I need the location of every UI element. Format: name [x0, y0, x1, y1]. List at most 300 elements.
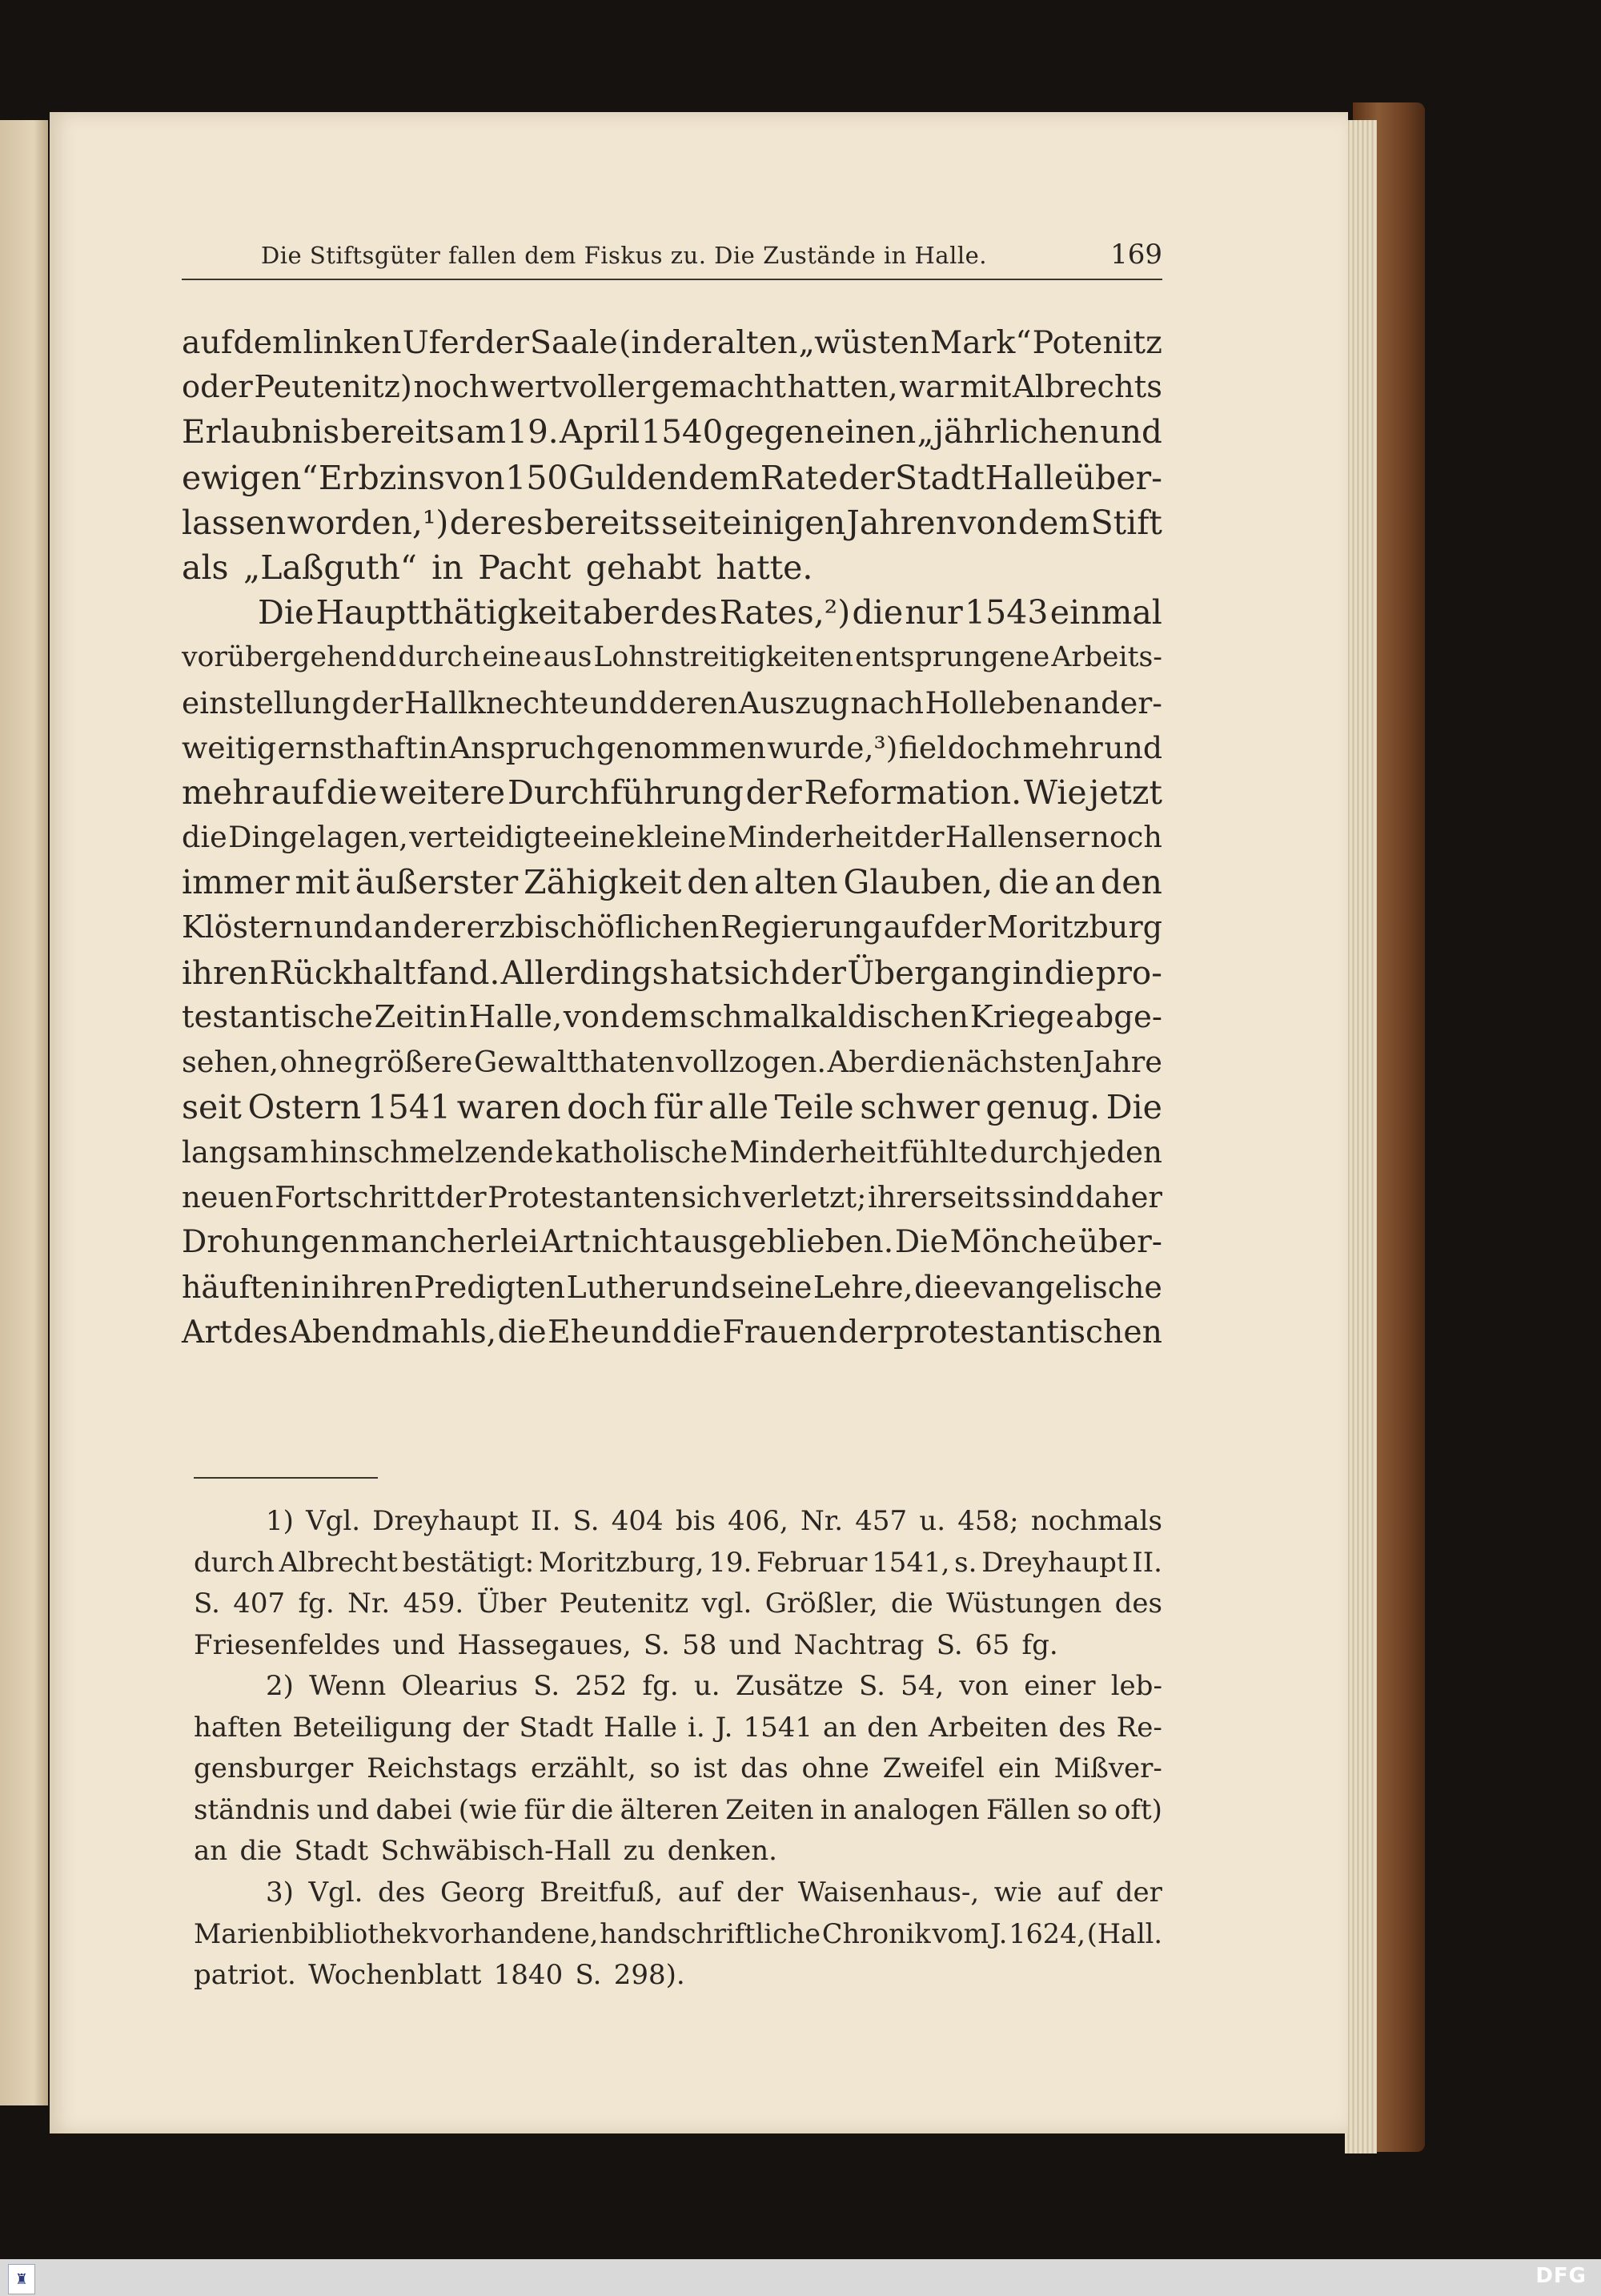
word: den [687, 863, 749, 902]
word: S. [936, 1628, 963, 1661]
word: ihren [331, 1269, 413, 1305]
word: Halle [985, 458, 1074, 497]
text-line [182, 1040, 1162, 1085]
word: mancherlei [360, 1223, 539, 1260]
footnote-line [194, 1543, 1162, 1584]
word: leb- [1110, 1670, 1162, 1702]
word: fiel [898, 729, 947, 765]
word: die [900, 1045, 946, 1079]
footnote-line [194, 1625, 1162, 1667]
word: Re- [1116, 1711, 1162, 1744]
word: 406, [728, 1505, 788, 1537]
word: Fällen [985, 1793, 1071, 1826]
word: Jahre [1082, 1045, 1162, 1079]
word: Die [1105, 1088, 1162, 1127]
word: die [497, 1314, 547, 1351]
word: die [852, 593, 904, 632]
word: alle [708, 1088, 769, 1127]
word: 459. [403, 1588, 464, 1620]
word: des [233, 1314, 289, 1351]
word: Frauen [722, 1314, 837, 1351]
word: Arbeits- [1051, 641, 1162, 674]
word: Dinge [228, 820, 316, 855]
word: 19. [507, 413, 559, 452]
word: S. [575, 1958, 602, 1991]
word: noch [413, 369, 489, 406]
word: gensburger [194, 1752, 354, 1784]
word: Allerdings [500, 953, 669, 992]
word: Gulden [568, 458, 688, 497]
word: dem [620, 998, 688, 1035]
footnote-line [194, 1584, 1162, 1625]
word: Erlaubnis [182, 413, 340, 452]
word: 54, [901, 1670, 945, 1702]
word: Hauptthätigkeit [315, 593, 581, 632]
word: entsprungene [855, 641, 1050, 674]
running-head [182, 234, 1162, 280]
word: die [914, 1269, 961, 1305]
word: 65 [974, 1628, 1010, 1661]
word: 458; [957, 1505, 1019, 1537]
word: Protestanten [488, 1179, 680, 1214]
word: doch [567, 1088, 648, 1127]
word: kleine [636, 820, 727, 855]
word: Mönche [949, 1223, 1077, 1260]
word: genommen [596, 729, 766, 765]
word: die [890, 1588, 933, 1620]
word: haften [194, 1711, 283, 1744]
word: (Hall. [1086, 1918, 1162, 1949]
word: den [1101, 863, 1162, 902]
word: Die [894, 1223, 949, 1260]
word: und [316, 1793, 370, 1826]
word: ihrerseits [868, 1179, 1011, 1214]
word: gegen [724, 413, 825, 452]
word: Nr. [347, 1588, 391, 1620]
word: hatte. [716, 548, 813, 587]
word: Rates,²) [719, 593, 851, 632]
word: Luther [566, 1269, 671, 1305]
word: Ufer [402, 324, 475, 361]
footnote-line [194, 1790, 1162, 1832]
word: so [1077, 1793, 1108, 1826]
footnote-line [194, 1748, 1162, 1790]
word: genug. [985, 1088, 1100, 1127]
word: mehr [182, 773, 270, 812]
dfg-logo: DFG [1535, 2264, 1587, 2288]
word: dem [1017, 503, 1090, 542]
word: S. [194, 1588, 220, 1620]
word: 1543 [965, 593, 1049, 632]
word: weitig [182, 729, 277, 765]
word: ständnis [194, 1793, 311, 1826]
word: Chronik [821, 1918, 931, 1949]
word: Mißver- [1053, 1752, 1162, 1784]
word: analogen [853, 1793, 980, 1826]
word: Minderheit [729, 1134, 898, 1170]
footnote-rule [194, 1477, 378, 1479]
word: Mark“ [929, 324, 1032, 361]
text-line [182, 590, 1162, 635]
word: des [1114, 1588, 1162, 1620]
word: Aber [827, 1045, 899, 1079]
word: 1541 [367, 1088, 451, 1127]
word: war [899, 369, 959, 406]
word: der [838, 458, 895, 497]
word: Zeiten [725, 1793, 814, 1826]
word: Reichstags [367, 1752, 518, 1784]
word: Stadt [519, 1711, 594, 1744]
word: 298). [613, 1958, 685, 1991]
word: wertvoller [490, 369, 651, 406]
word: „Laßguth“ [243, 548, 417, 587]
word: der [745, 773, 802, 812]
word: und [728, 1628, 782, 1661]
word: Peutenitz) [254, 369, 412, 406]
word: protestantischen [893, 1314, 1162, 1351]
word: linken [303, 324, 402, 361]
word: Stadt [895, 458, 985, 497]
word: bis [675, 1505, 716, 1537]
word: gemacht [651, 369, 786, 406]
word: Albrecht [279, 1546, 398, 1579]
word: des [660, 593, 718, 632]
word: Rückhalt [269, 953, 416, 992]
word: alten [754, 863, 838, 902]
word: in [431, 548, 463, 587]
word: verteidigte [409, 820, 572, 855]
word: wie [993, 1876, 1042, 1909]
word: i. [687, 1711, 705, 1744]
word: Abendmahls, [289, 1314, 497, 1351]
word: Albrechts [1012, 369, 1162, 406]
word: evangelische [962, 1269, 1162, 1305]
word: Moritzburg [986, 909, 1162, 945]
word: in [301, 1269, 331, 1305]
word: testantische [182, 998, 373, 1035]
word: Regierung [720, 909, 882, 945]
word: den [867, 1711, 919, 1744]
word: sind [1012, 1179, 1074, 1214]
text-line [182, 635, 1162, 680]
word: Dreyhaupt [372, 1505, 519, 1537]
word: Wenn [309, 1670, 387, 1702]
word: daher [1075, 1179, 1162, 1214]
footnote-line [194, 1955, 1162, 1997]
word: hatten, [787, 369, 898, 406]
word: jetzt [1089, 773, 1162, 812]
text-line [182, 770, 1162, 815]
word: Schwäbisch-Hall [380, 1835, 612, 1867]
word: sich [724, 953, 790, 992]
word: aber [583, 593, 659, 632]
text-line [182, 365, 1162, 410]
word: ernsthaft [277, 729, 418, 765]
word: ewigen“ [182, 458, 319, 497]
word: Pacht [478, 548, 572, 587]
word: die [997, 863, 1049, 902]
word: u. [919, 1505, 946, 1537]
word: 407 [233, 1588, 286, 1620]
word: und [392, 1628, 446, 1661]
word: Potenitz [1032, 324, 1162, 361]
word: die [182, 820, 227, 855]
word: für [524, 1793, 565, 1826]
word: von [959, 1670, 1009, 1702]
book-page [50, 112, 1348, 2133]
word: Jahren [846, 503, 957, 542]
word: Predigten [414, 1269, 566, 1305]
word: sich [681, 1179, 742, 1214]
word: Zähigkeit [524, 863, 682, 902]
word: oft) [1113, 1793, 1162, 1826]
word: seit [661, 503, 721, 542]
word: größere [354, 1045, 473, 1079]
word: handschriftliche [600, 1918, 821, 1949]
word: der [933, 909, 986, 945]
word: einigen [722, 503, 846, 542]
word: waren [456, 1088, 561, 1127]
word: 19. [708, 1546, 752, 1579]
word: ohne [801, 1752, 869, 1784]
word: schwer [860, 1088, 980, 1127]
word: 1840 [493, 1958, 564, 1991]
word: Beteiligung [292, 1711, 452, 1744]
word: nur [905, 593, 963, 632]
text-line [182, 1265, 1162, 1310]
word: und [1100, 413, 1162, 452]
text-line [182, 500, 1162, 545]
word: an [374, 909, 412, 945]
word: Auszug [738, 684, 849, 721]
word: einer [1024, 1670, 1096, 1702]
word: mit [295, 863, 350, 902]
word: die [326, 773, 378, 812]
word: J. [715, 1711, 733, 1744]
word: S. [643, 1628, 670, 1661]
word: Gewaltthaten [473, 1045, 675, 1079]
word: Moritzburg, [538, 1546, 704, 1579]
body-text [182, 320, 1162, 1355]
word: II. [1132, 1546, 1162, 1579]
library-logo-icon: ♜ [8, 2264, 35, 2294]
word: Olearius [401, 1670, 519, 1702]
word: neuen [182, 1179, 274, 1214]
word: pro- [1095, 953, 1162, 992]
word: Hassegaues, [457, 1628, 632, 1661]
word: der [449, 503, 506, 542]
word: in [820, 1793, 847, 1826]
word: Saale [530, 324, 618, 361]
word: vorhandene, [429, 1918, 599, 1949]
word: einstellung [182, 684, 351, 721]
word: alten [716, 324, 798, 361]
word: katholische [555, 1134, 728, 1170]
word: worden,¹) [287, 503, 449, 542]
word: dem [233, 324, 303, 361]
word: 1541 [743, 1711, 813, 1744]
word: sehen, [182, 1045, 279, 1079]
word: Lehre, [813, 1269, 913, 1305]
word: vom [932, 1918, 989, 1949]
left-page-edge [0, 120, 48, 2105]
word: äußerster [355, 863, 519, 902]
word: fg. [642, 1670, 679, 1702]
word: weitere [379, 773, 506, 812]
word: 1) [266, 1505, 294, 1537]
word: nicht [591, 1223, 672, 1260]
running-title: Die Stiftsgüter fallen dem Fiskus zu. Die Zustände in Halle. [260, 242, 988, 269]
word: Rate [760, 458, 838, 497]
word: Holleben [925, 684, 1063, 721]
word: erzbischöflichen [466, 909, 720, 945]
footnote-line [194, 1873, 1162, 1914]
word: der [351, 684, 403, 721]
word: J. [989, 1918, 1008, 1949]
word: in [1012, 953, 1044, 992]
word: S. [533, 1670, 560, 1702]
text-line [182, 545, 1162, 590]
word: die [1044, 953, 1095, 992]
word: ein [997, 1752, 1041, 1784]
word: fg. [1021, 1628, 1058, 1661]
page-number: 169 [1110, 239, 1162, 271]
word: die [239, 1835, 283, 1867]
word: erzählt, [531, 1752, 636, 1784]
word: auf [883, 909, 933, 945]
word: abge- [1075, 998, 1162, 1035]
word: der [790, 953, 846, 992]
word: bereits [340, 413, 455, 452]
word: doch [947, 729, 1021, 765]
word: hat [669, 953, 723, 992]
word: Dreyhaupt [981, 1546, 1128, 1579]
word: Vgl. [306, 1505, 361, 1537]
word: Peutenitz [559, 1588, 689, 1620]
word: und [1104, 729, 1162, 765]
word: auf [271, 773, 324, 812]
word: zu [623, 1835, 656, 1867]
word: u. [693, 1670, 720, 1702]
text-line [182, 1175, 1162, 1220]
word: Vgl. [308, 1876, 363, 1909]
word: Übergang [847, 953, 1012, 992]
footnote-line [194, 1666, 1162, 1708]
word: „wüsten [798, 324, 929, 361]
text-line [182, 1085, 1162, 1130]
word: über- [1073, 458, 1162, 497]
word: des [1058, 1711, 1106, 1744]
word: Reformation. [804, 773, 1022, 812]
word: II. [530, 1505, 561, 1537]
text-line [182, 320, 1162, 365]
word: ist [693, 1752, 728, 1784]
word: nach [850, 684, 924, 721]
word: Wüstungen [946, 1588, 1102, 1620]
word: vollzogen. [676, 1045, 827, 1079]
word: Ehe [548, 1314, 610, 1351]
word: „jährlichen [917, 413, 1099, 452]
word: von [445, 458, 505, 497]
word: wurde,³) [767, 729, 898, 765]
word: mit [960, 369, 1012, 406]
word: immer [182, 863, 290, 902]
word: Zeit [374, 998, 437, 1035]
word: Stift [1090, 503, 1162, 542]
word: einen [825, 413, 917, 452]
word: dem [688, 458, 760, 497]
word: Drohungen [182, 1223, 359, 1260]
text-line [182, 815, 1162, 860]
word: April [560, 413, 640, 452]
word: vgl. [701, 1588, 752, 1620]
word: eine [572, 820, 636, 855]
word: nochmals [1030, 1505, 1162, 1537]
word: jeden [1079, 1134, 1162, 1170]
word: bereits [544, 503, 660, 542]
word: das [740, 1752, 788, 1784]
word: Über [476, 1588, 547, 1620]
word: Durchführung [507, 773, 744, 812]
text-line [182, 950, 1162, 995]
text-line [182, 905, 1162, 949]
word: verletzt; [742, 1179, 867, 1214]
word: Februar [756, 1546, 868, 1579]
word: ander- [1063, 684, 1162, 721]
word: Fortschritt [275, 1179, 435, 1214]
word: der [1115, 1876, 1162, 1909]
viewer-bottom-bar [0, 2259, 1601, 2296]
word: 457 [855, 1505, 908, 1537]
word: die [672, 1314, 721, 1351]
word: 2) [266, 1670, 294, 1702]
word: auf [182, 324, 233, 361]
word: der [475, 324, 529, 361]
word: es [507, 503, 544, 542]
footnote-line [194, 1501, 1162, 1543]
word: Friesenfeldes [194, 1628, 381, 1661]
word: fand. [416, 953, 500, 992]
word: des [378, 1876, 426, 1909]
footnotes [194, 1501, 1162, 1996]
text-line [182, 456, 1162, 500]
text-line [182, 1220, 1162, 1265]
word: Minderheit [727, 820, 893, 855]
word: einmal [1049, 593, 1162, 632]
word: langsam [182, 1134, 309, 1170]
word: Nr. [800, 1505, 844, 1537]
word: durch [398, 641, 481, 674]
word: Wie [1023, 773, 1087, 812]
word: Ostern [247, 1088, 361, 1127]
word: und [610, 1314, 672, 1351]
word: als [182, 548, 229, 587]
word: der [412, 909, 465, 945]
word: 150 [505, 458, 568, 497]
word: dabei [375, 1793, 452, 1826]
word: mehr [1022, 729, 1103, 765]
word: auf [677, 1876, 722, 1909]
word: Marienbibliothek [194, 1918, 428, 1949]
word: ohne [279, 1045, 353, 1079]
word: Erbzins [318, 458, 445, 497]
word: 404 [611, 1505, 664, 1537]
word: Halle, [468, 998, 563, 1035]
word: 252 [575, 1670, 628, 1702]
text-line [182, 1310, 1162, 1355]
word: an [1054, 863, 1096, 902]
word: und [589, 684, 648, 721]
